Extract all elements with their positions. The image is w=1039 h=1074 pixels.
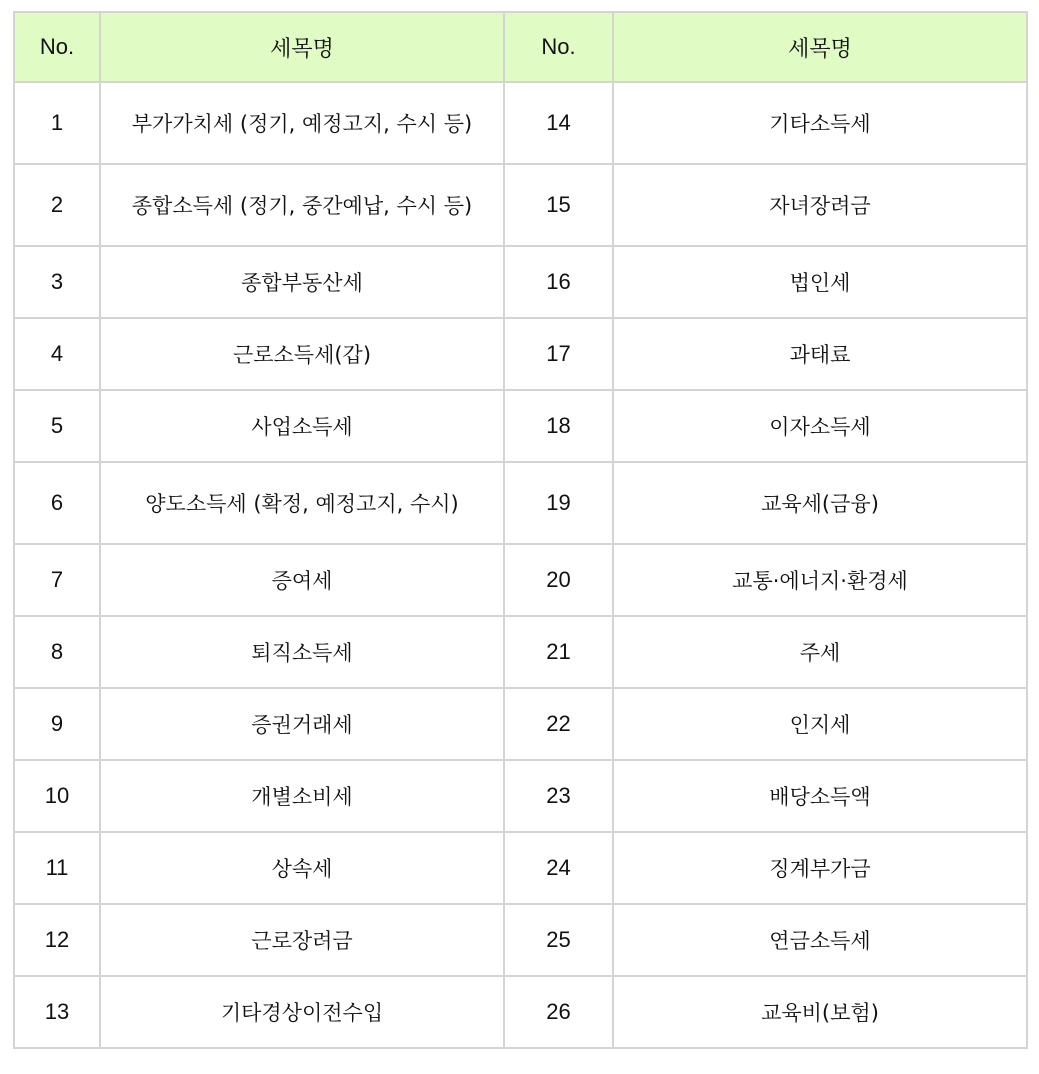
row-name-left: 증권거래세 bbox=[100, 688, 504, 760]
row-name-right: 주세 bbox=[613, 616, 1027, 688]
row-name-left: 증여세 bbox=[100, 544, 504, 616]
row-no-right: 26 bbox=[504, 976, 613, 1048]
row-name-left: 양도소득세 (확정, 예정고지, 수시) bbox=[100, 462, 504, 544]
row-no-right: 24 bbox=[504, 832, 613, 904]
row-name-right: 징계부가금 bbox=[613, 832, 1027, 904]
row-name-right: 교통·에너지·환경세 bbox=[613, 544, 1027, 616]
row-name-right: 교육비(보험) bbox=[613, 976, 1027, 1048]
table-row bbox=[14, 904, 1027, 976]
row-no-left: 6 bbox=[14, 462, 100, 544]
header-name-left: 세목명 bbox=[100, 12, 504, 82]
row-no-right: 18 bbox=[504, 390, 613, 462]
table-row bbox=[14, 246, 1027, 318]
table-row bbox=[14, 164, 1027, 246]
row-name-left: 부가가치세 (정기, 예정고지, 수시 등) bbox=[100, 82, 504, 164]
row-name-right: 연금소득세 bbox=[613, 904, 1027, 976]
row-no-right: 16 bbox=[504, 246, 613, 318]
row-no-left: 3 bbox=[14, 246, 100, 318]
header-no-left: No. bbox=[14, 12, 100, 82]
row-no-left: 5 bbox=[14, 390, 100, 462]
table-header-row bbox=[14, 12, 1027, 82]
row-name-right: 법인세 bbox=[613, 246, 1027, 318]
row-no-left: 9 bbox=[14, 688, 100, 760]
table-row bbox=[14, 462, 1027, 544]
table-row bbox=[14, 688, 1027, 760]
row-name-right: 이자소득세 bbox=[613, 390, 1027, 462]
row-name-right: 인지세 bbox=[613, 688, 1027, 760]
table-row bbox=[14, 82, 1027, 164]
row-no-left: 13 bbox=[14, 976, 100, 1048]
row-name-left: 근로장려금 bbox=[100, 904, 504, 976]
table-row bbox=[14, 544, 1027, 616]
row-name-left: 사업소득세 bbox=[100, 390, 504, 462]
row-name-right: 과태료 bbox=[613, 318, 1027, 390]
row-no-left: 7 bbox=[14, 544, 100, 616]
table-row bbox=[14, 390, 1027, 462]
row-no-right: 17 bbox=[504, 318, 613, 390]
row-name-left: 종합소득세 (정기, 중간예납, 수시 등) bbox=[100, 164, 504, 246]
row-name-left: 상속세 bbox=[100, 832, 504, 904]
table-row bbox=[14, 832, 1027, 904]
tax-item-table bbox=[13, 11, 1028, 1049]
row-no-right: 23 bbox=[504, 760, 613, 832]
table-row bbox=[14, 760, 1027, 832]
row-no-right: 14 bbox=[504, 82, 613, 164]
row-no-right: 21 bbox=[504, 616, 613, 688]
header-no-right: No. bbox=[504, 12, 613, 82]
row-no-left: 10 bbox=[14, 760, 100, 832]
table-row bbox=[14, 318, 1027, 390]
row-name-left: 퇴직소득세 bbox=[100, 616, 504, 688]
row-name-right: 자녀장려금 bbox=[613, 164, 1027, 246]
row-name-left: 기타경상이전수입 bbox=[100, 976, 504, 1048]
row-no-left: 4 bbox=[14, 318, 100, 390]
header-name-right: 세목명 bbox=[613, 12, 1027, 82]
row-no-right: 25 bbox=[504, 904, 613, 976]
row-name-right: 기타소득세 bbox=[613, 82, 1027, 164]
row-no-right: 22 bbox=[504, 688, 613, 760]
row-name-right: 배당소득액 bbox=[613, 760, 1027, 832]
row-no-right: 19 bbox=[504, 462, 613, 544]
row-no-left: 12 bbox=[14, 904, 100, 976]
row-name-left: 종합부동산세 bbox=[100, 246, 504, 318]
row-no-right: 15 bbox=[504, 164, 613, 246]
row-name-left: 개별소비세 bbox=[100, 760, 504, 832]
row-no-left: 1 bbox=[14, 82, 100, 164]
row-no-left: 2 bbox=[14, 164, 100, 246]
table-row bbox=[14, 976, 1027, 1048]
row-no-left: 11 bbox=[14, 832, 100, 904]
row-no-right: 20 bbox=[504, 544, 613, 616]
row-no-left: 8 bbox=[14, 616, 100, 688]
row-name-right: 교육세(금융) bbox=[613, 462, 1027, 544]
table-row bbox=[14, 616, 1027, 688]
row-name-left: 근로소득세(갑) bbox=[100, 318, 504, 390]
